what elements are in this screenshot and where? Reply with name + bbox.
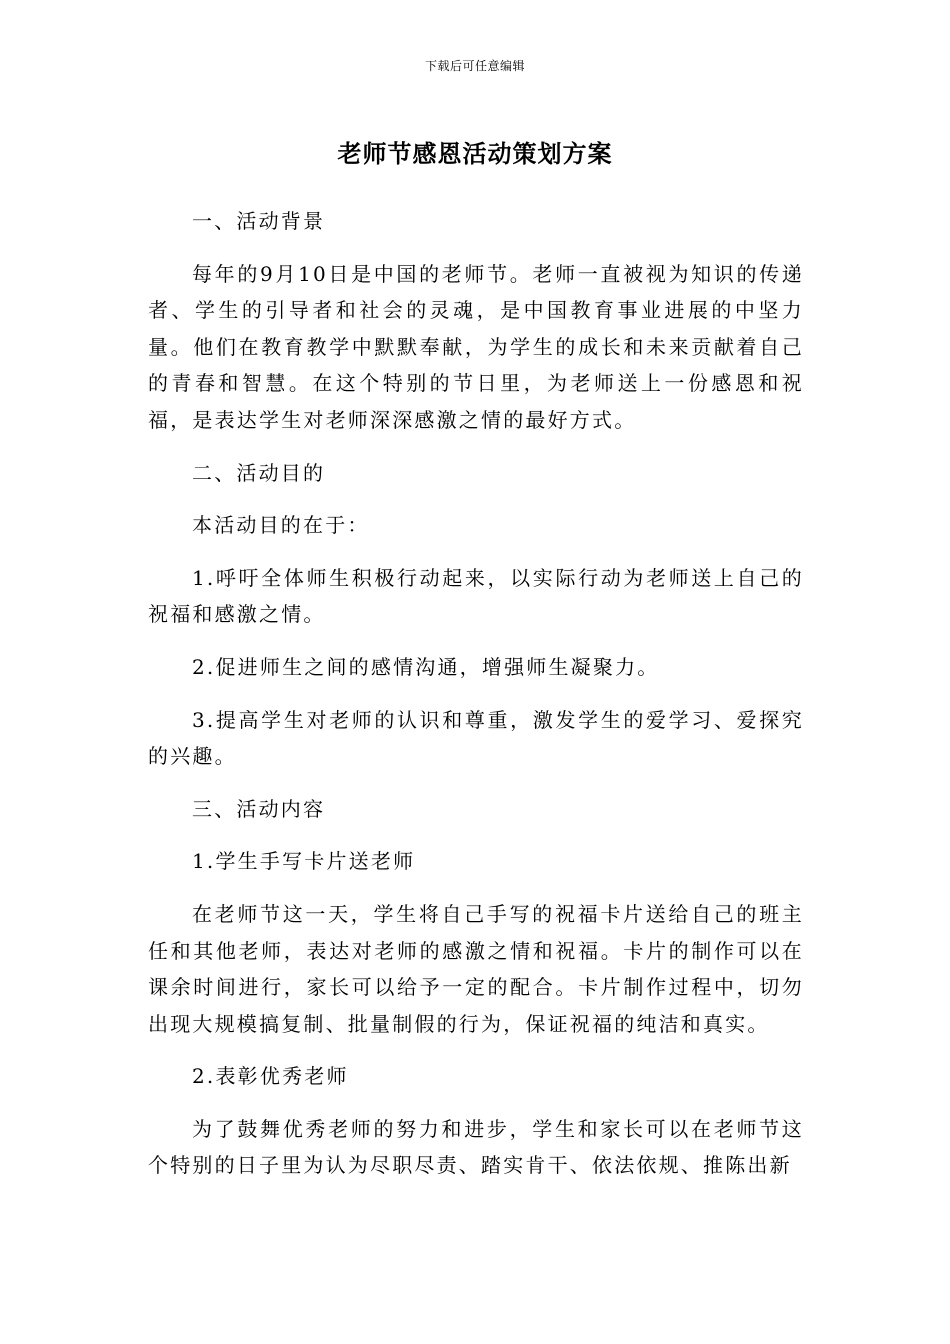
section-heading-purpose: 二、活动目的 — [192, 460, 326, 485]
content-item-1-heading: 1.学生手写卡片送老师 — [192, 849, 416, 874]
paragraph-commendation: 为了鼓舞优秀老师的努力和进步，学生和家长可以在老师节这个特别的日子里为认为尽职尽责、踏实肯干、依法依规、推陈出新 — [148, 1116, 804, 1178]
content-item-2-heading: 2.表彰优秀老师 — [192, 1064, 349, 1089]
section-heading-content: 三、活动内容 — [192, 796, 326, 821]
header-note: 下载后可任意编辑 — [424, 59, 525, 73]
section-heading-background: 一、活动背景 — [192, 209, 326, 233]
document-body — [148, 203, 804, 1200]
purpose-item-1: 1.呼吁全体师生积极行动起来，以实际行动为老师送上自己的祝福和感激之情。 — [148, 565, 804, 627]
purpose-item-2: 2.促进师生之间的感情沟通，增强师生凝聚力。 — [192, 654, 660, 679]
paragraph-cards: 在老师节这一天，学生将自己手写的祝福卡片送给自己的班主任和其他老师，表达对老师的感激之情和祝福。卡片的制作可以在课余时间进行，家长可以给予一定的配合。卡片制作过程中，切勿出现大规模搞复制、批量制假的行为，保证祝福的纯洁和真实。 — [148, 901, 804, 1036]
purpose-item-3: 3.提高学生对老师的认识和尊重，激发学生的爱学习、爱探究的兴趣。 — [148, 707, 804, 769]
paragraph-purpose-intro: 本活动目的在于： — [192, 513, 370, 538]
document-title: 老师节感恩活动策划方案 — [337, 140, 613, 168]
paragraph-background: 每年的9月10日是中国的老师节。老师一直被视为知识的传递者、学生的引导者和社会的灵魂，是中国教育事业进展的中坚力量。他们在教育教学中默默奉献，为学生的成长和未来贡献着自己的青春和智慧。在这个特别的节日里，为老师送上一份感恩和祝福，是表达学生对老师深深感激之情的最好方式。 — [148, 261, 804, 432]
